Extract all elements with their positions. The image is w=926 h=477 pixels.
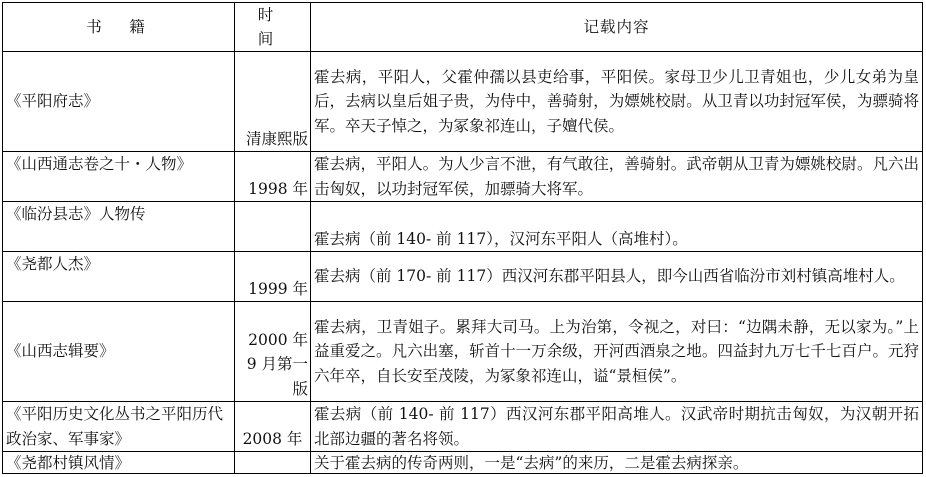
record-cell: 霍去病（前 140- 前 117）西汉河东郡平阳高堆人。汉武帝时期抗击匈奴，为汉朝开拓北部边疆的著名将领。 [311, 402, 923, 452]
book-cell: 《平阳历史文化丛书之平阳历代政治家、军事家》 [3, 402, 235, 452]
book-cell: 《山西通志卷之十・人物》 [3, 152, 235, 202]
table-row [3, 52, 923, 152]
record-cell: 霍去病，平阳人。为人少言不泄，有气敢往，善骑射。武帝朝从卫青为嫖姚校尉。凡六出击匈奴，以功封冠军侯，加骠骑大将军。 [311, 152, 923, 202]
records-table [2, 2, 923, 474]
time-cell: 1998 年 [235, 152, 311, 202]
time-cell: 2000 年 9 月第一版 [235, 302, 311, 402]
book-cell: 《尧都村镇风情》 [3, 452, 235, 474]
table-row [3, 452, 923, 474]
book-cell: 《尧都人杰》 [3, 252, 235, 302]
book-cell: 《临汾县志》人物传 [3, 202, 235, 252]
header-record: 记载内容 [311, 3, 923, 52]
record-cell: 关于霍去病的传奇两则，一是“去病”的来历，二是霍去病探亲。 [311, 452, 923, 474]
time-cell [235, 452, 311, 474]
table-row [3, 252, 923, 302]
record-cell: 霍去病（前 140- 前 117），汉河东平阳人（高堆村）。 [311, 202, 923, 252]
table-row [3, 202, 923, 252]
record-cell: 霍去病，卫青姐子。累拜大司马。上为治第，令视之，对曰：“边隅未静，无以家为。”上益重爱之。凡六出塞，斩首十一万余级，开河西酒泉之地。四益封九万七千七百户。元狩六年卒，自长安至茂陵，为冢象祁连山，谥“景桓侯”。 [311, 302, 923, 402]
table-row [3, 302, 923, 402]
record-cell: 霍去病（前 170- 前 117）西汉河东郡平阳县人，即今山西省临汾市刘村镇高堆村人。 [311, 252, 923, 302]
book-cell: 《山西志辑要》 [3, 302, 235, 402]
table-row [3, 152, 923, 202]
document-page [2, 2, 923, 474]
header-book: 书 籍 [3, 3, 235, 52]
header-row [3, 3, 923, 52]
book-cell: 《平阳府志》 [3, 52, 235, 152]
time-cell: 1999 年 [235, 252, 311, 302]
table-row [3, 402, 923, 452]
record-cell: 霍去病，平阳人，父霍仲孺以县吏给事，平阳侯。家母卫少儿卫青姐也，少儿女弟为皇后，去病以皇后姐子贵，为侍中，善骑射，为嫖姚校尉。从卫青以功封冠军侯，为骠骑将军。卒天子悼之，为冢象祁连山，子嬗代侯。 [311, 52, 923, 152]
time-cell: 2008 年 [235, 402, 311, 452]
time-cell [235, 202, 311, 252]
time-cell: 清康熙版 [235, 52, 311, 152]
header-time: 时 间 [235, 3, 311, 52]
